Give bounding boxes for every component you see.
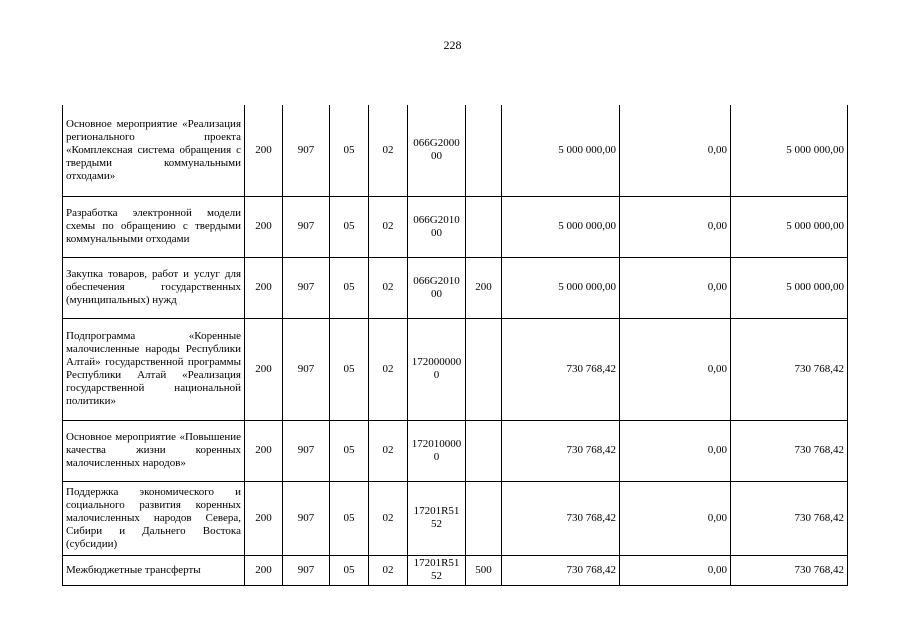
admin-code: 200 [245, 257, 283, 318]
row-name: Основное мероприятие «Реализация регионального проекта «Комплексная система обращения с твердыми коммунальными отходами» [63, 105, 245, 196]
amount-own: 5 000 000,00 [731, 196, 848, 257]
row-name: Разработка электронной модели схемы по обращению с твердыми коммунальными отходами [63, 196, 245, 257]
amount-other: 0,00 [620, 481, 731, 555]
expense-type-code: 500 [466, 555, 502, 585]
row-name: Поддержка экономического и социального развития коренных малочисленных народов Севера, Сибири и Дальнего Востока (субсидии) [63, 481, 245, 555]
budget-table [62, 105, 848, 586]
expense-type-code [466, 420, 502, 481]
table-row [63, 318, 848, 420]
table-row [63, 196, 848, 257]
section-code: 05 [330, 105, 369, 196]
admin-code: 200 [245, 318, 283, 420]
expense-type-code [466, 481, 502, 555]
expense-type-code [466, 105, 502, 196]
subsection-code: 02 [369, 481, 408, 555]
amount-total: 5 000 000,00 [502, 257, 620, 318]
row-name: Межбюджетные трансферты [63, 555, 245, 585]
section-code: 05 [330, 318, 369, 420]
section-code: 05 [330, 481, 369, 555]
amount-own: 730 768,42 [731, 318, 848, 420]
ministry-code: 907 [283, 105, 330, 196]
ministry-code: 907 [283, 481, 330, 555]
subsection-code: 02 [369, 555, 408, 585]
expense-type-code [466, 318, 502, 420]
target-article-code: 1720000000 [408, 318, 466, 420]
admin-code: 200 [245, 420, 283, 481]
section-code: 05 [330, 196, 369, 257]
table-body [63, 105, 848, 585]
target-article-code: 17201R5152 [408, 555, 466, 585]
table-row [63, 481, 848, 555]
amount-other: 0,00 [620, 257, 731, 318]
ministry-code: 907 [283, 555, 330, 585]
amount-own: 730 768,42 [731, 420, 848, 481]
subsection-code: 02 [369, 318, 408, 420]
expense-type-code [466, 196, 502, 257]
amount-other: 0,00 [620, 555, 731, 585]
target-article-code: 1720100000 [408, 420, 466, 481]
admin-code: 200 [245, 105, 283, 196]
page-number: 228 [443, 38, 462, 52]
admin-code: 200 [245, 481, 283, 555]
ministry-code: 907 [283, 420, 330, 481]
ministry-code: 907 [283, 257, 330, 318]
row-name: Закупка товаров, работ и услуг для обеспечения государственных (муниципальных) нужд [63, 257, 245, 318]
table-row [63, 257, 848, 318]
amount-total: 730 768,42 [502, 555, 620, 585]
table-row [63, 105, 848, 196]
amount-total: 5 000 000,00 [502, 196, 620, 257]
amount-own: 5 000 000,00 [731, 105, 848, 196]
subsection-code: 02 [369, 196, 408, 257]
section-code: 05 [330, 420, 369, 481]
row-name: Основное мероприятие «Повышение качества жизни коренных малочисленных народов» [63, 420, 245, 481]
amount-other: 0,00 [620, 196, 731, 257]
subsection-code: 02 [369, 420, 408, 481]
target-article-code: 066G200000 [408, 105, 466, 196]
ministry-code: 907 [283, 318, 330, 420]
table-row [63, 420, 848, 481]
target-article-code: 066G201000 [408, 257, 466, 318]
section-code: 05 [330, 555, 369, 585]
admin-code: 200 [245, 196, 283, 257]
amount-total: 730 768,42 [502, 318, 620, 420]
section-code: 05 [330, 257, 369, 318]
expense-type-code: 200 [466, 257, 502, 318]
amount-other: 0,00 [620, 105, 731, 196]
amount-total: 730 768,42 [502, 481, 620, 555]
amount-own: 730 768,42 [731, 481, 848, 555]
target-article-code: 066G201000 [408, 196, 466, 257]
amount-total: 730 768,42 [502, 420, 620, 481]
row-name: Подпрограмма «Коренные малочисленные народы Республики Алтай» государственной программы Республики Алтай «Реализация государственной национальной политики» [63, 318, 245, 420]
amount-total: 5 000 000,00 [502, 105, 620, 196]
table-row [63, 555, 848, 585]
subsection-code: 02 [369, 257, 408, 318]
target-article-code: 17201R5152 [408, 481, 466, 555]
amount-other: 0,00 [620, 420, 731, 481]
subsection-code: 02 [369, 105, 408, 196]
ministry-code: 907 [283, 196, 330, 257]
amount-own: 730 768,42 [731, 555, 848, 585]
admin-code: 200 [245, 555, 283, 585]
amount-own: 5 000 000,00 [731, 257, 848, 318]
amount-other: 0,00 [620, 318, 731, 420]
